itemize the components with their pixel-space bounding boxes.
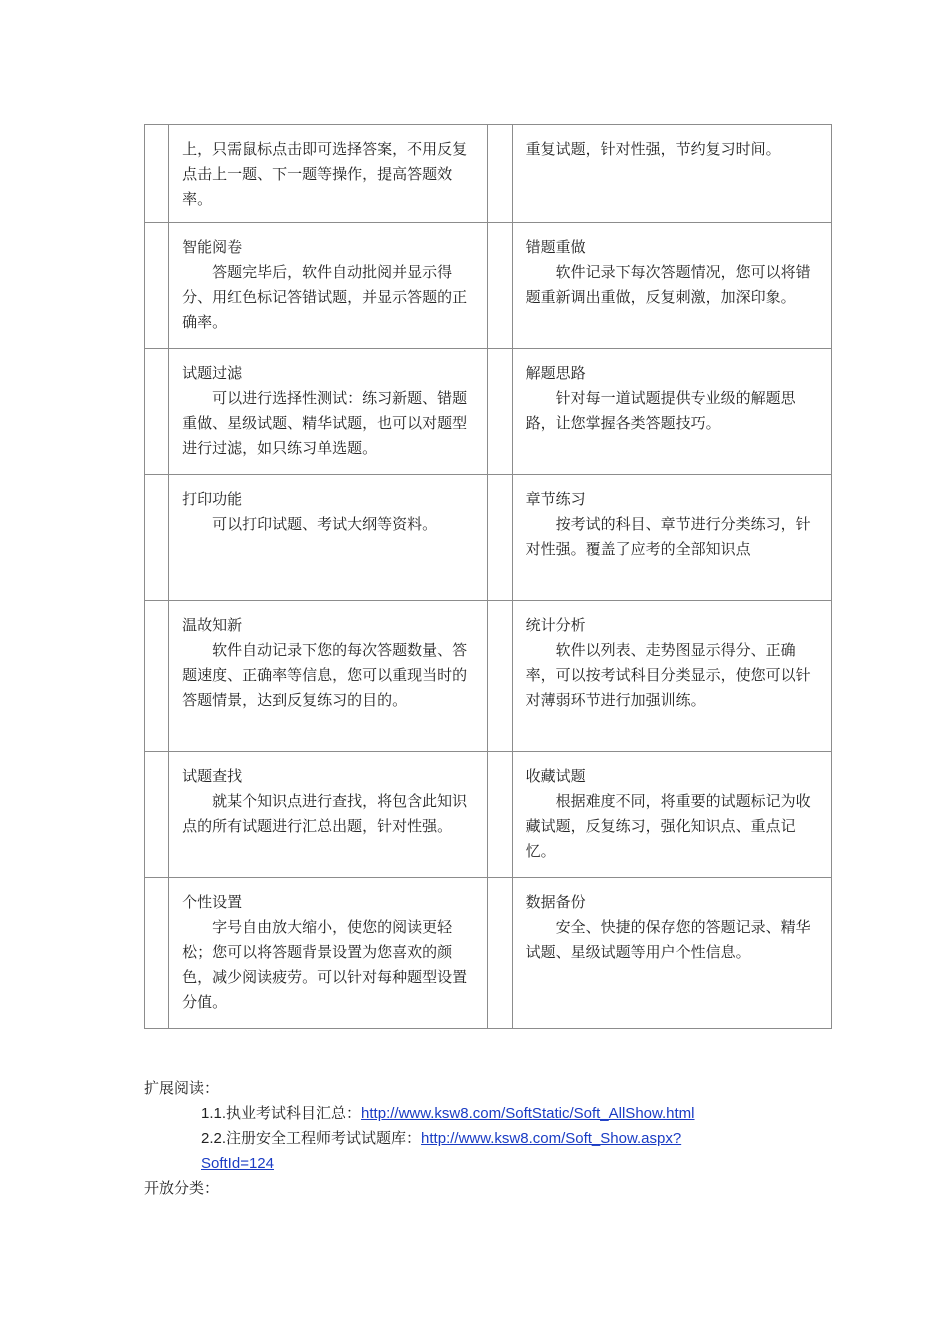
gutter-cell [488,752,512,878]
feature-cell [512,878,831,1029]
feature-title: 收藏试题 [525,767,586,785]
feature-title: 试题查找 [182,767,243,785]
gutter-cell [488,475,512,601]
link-line-2 [201,1126,681,1151]
feature-cell [512,223,831,349]
feature-description: 可以进行选择性测试：练习新题、错题重做、星级试题、精华试题，也可以对题型进行过滤，如只练习单选题。 [182,389,468,457]
feature-row [145,878,832,1029]
link-1-number: 1.1. [201,1105,227,1122]
feature-description: 按考试的科目、章节进行分类练习，针对性强。覆盖了应考的全部知识点 [525,515,811,558]
feature-description: 针对每一道试题提供专业级的解题思路，让您掌握各类答题技巧。 [525,389,796,432]
link-2-url-part2[interactable]: SoftId=124 [201,1155,274,1172]
feature-title: 个性设置 [182,893,243,911]
feature-title: 统计分析 [525,616,586,634]
feature-row [145,125,832,223]
gutter-cell [145,125,169,223]
link-line-2-continued [201,1151,274,1176]
feature-title: 智能阅卷 [182,238,243,256]
gutter-cell [488,125,512,223]
feature-description: 可以打印试题、考试大纲等资料。 [212,515,438,533]
gutter-cell [145,223,169,349]
gutter-cell [145,878,169,1029]
gutter-cell [145,752,169,878]
feature-row [145,223,832,349]
feature-description: 软件自动记录下您的每次答题数量、答题速度、正确率等信息，您可以重现当时的答题情景，达到反复练习的目的。 [182,641,468,709]
feature-title: 错题重做 [525,238,586,256]
feature-description: 根据难度不同，将重要的试题标记为收藏试题，反复练习，强化知识点、重点记忆。 [525,792,811,860]
feature-title: 章节练习 [525,490,586,508]
gutter-cell [145,349,169,475]
gutter-cell [488,349,512,475]
feature-title: 数据备份 [525,893,586,911]
link-1-url[interactable]: http://www.ksw8.com/SoftStatic/Soft_AllShow.html [361,1105,695,1122]
feature-row [145,475,832,601]
feature-cell [169,349,488,475]
feature-description: 软件以列表、走势图显示得分、正确率，可以按考试科目分类显示，使您可以针对薄弱环节进行加强训练。 [525,641,811,709]
feature-description: 重复试题，针对性强，节约复习时间。 [525,140,781,158]
link-line-1 [201,1101,695,1126]
feature-table [144,124,832,1029]
link-2-label: 注册安全工程师考试试题库： [226,1129,422,1147]
feature-description: 上，只需鼠标点击即可选择答案，不用反复点击上一题、下一题等操作，提高答题效率。 [182,140,468,208]
link-2-url-part1[interactable]: http://www.ksw8.com/Soft_Show.aspx? [421,1130,682,1147]
feature-title: 打印功能 [182,490,243,508]
feature-description: 就某个知识点进行查找，将包含此知识点的所有试题进行汇总出题，针对性强。 [182,792,468,835]
feature-cell [169,125,488,223]
feature-cell [169,601,488,752]
feature-cell [512,752,831,878]
feature-description: 软件记录下每次答题情况，您可以将错题重新调出重做，反复刺激，加深印象。 [525,263,811,306]
feature-description: 答题完毕后，软件自动批阅并显示得分、用红色标记答错试题，并显示答题的正确率。 [182,263,468,331]
feature-row [145,601,832,752]
feature-cell [169,475,488,601]
feature-title: 试题过滤 [182,364,243,382]
feature-cell [512,601,831,752]
feature-cell [512,349,831,475]
feature-cell [512,125,831,223]
link-1-label: 执业考试科目汇总： [226,1104,362,1122]
feature-cell [169,223,488,349]
feature-title: 温故知新 [182,616,243,634]
gutter-cell [145,475,169,601]
extended-reading-heading: 扩展阅读： [144,1079,220,1097]
feature-description: 安全、快捷的保存您的答题记录、精华试题、星级试题等用户个性信息。 [525,918,811,961]
feature-row [145,752,832,878]
link-2-number: 2.2. [201,1130,227,1147]
feature-cell [512,475,831,601]
feature-title: 解题思路 [525,364,586,382]
gutter-cell [488,878,512,1029]
feature-row [145,349,832,475]
gutter-cell [488,601,512,752]
gutter-cell [488,223,512,349]
feature-cell [169,752,488,878]
gutter-cell [145,601,169,752]
open-category-label: 开放分类： [144,1179,220,1197]
feature-description: 字号自由放大缩小，使您的阅读更轻松；您可以将答题背景设置为您喜欢的颜色，减少阅读疲劳。可以针对每种题型设置分值。 [182,918,468,1011]
feature-cell [169,878,488,1029]
